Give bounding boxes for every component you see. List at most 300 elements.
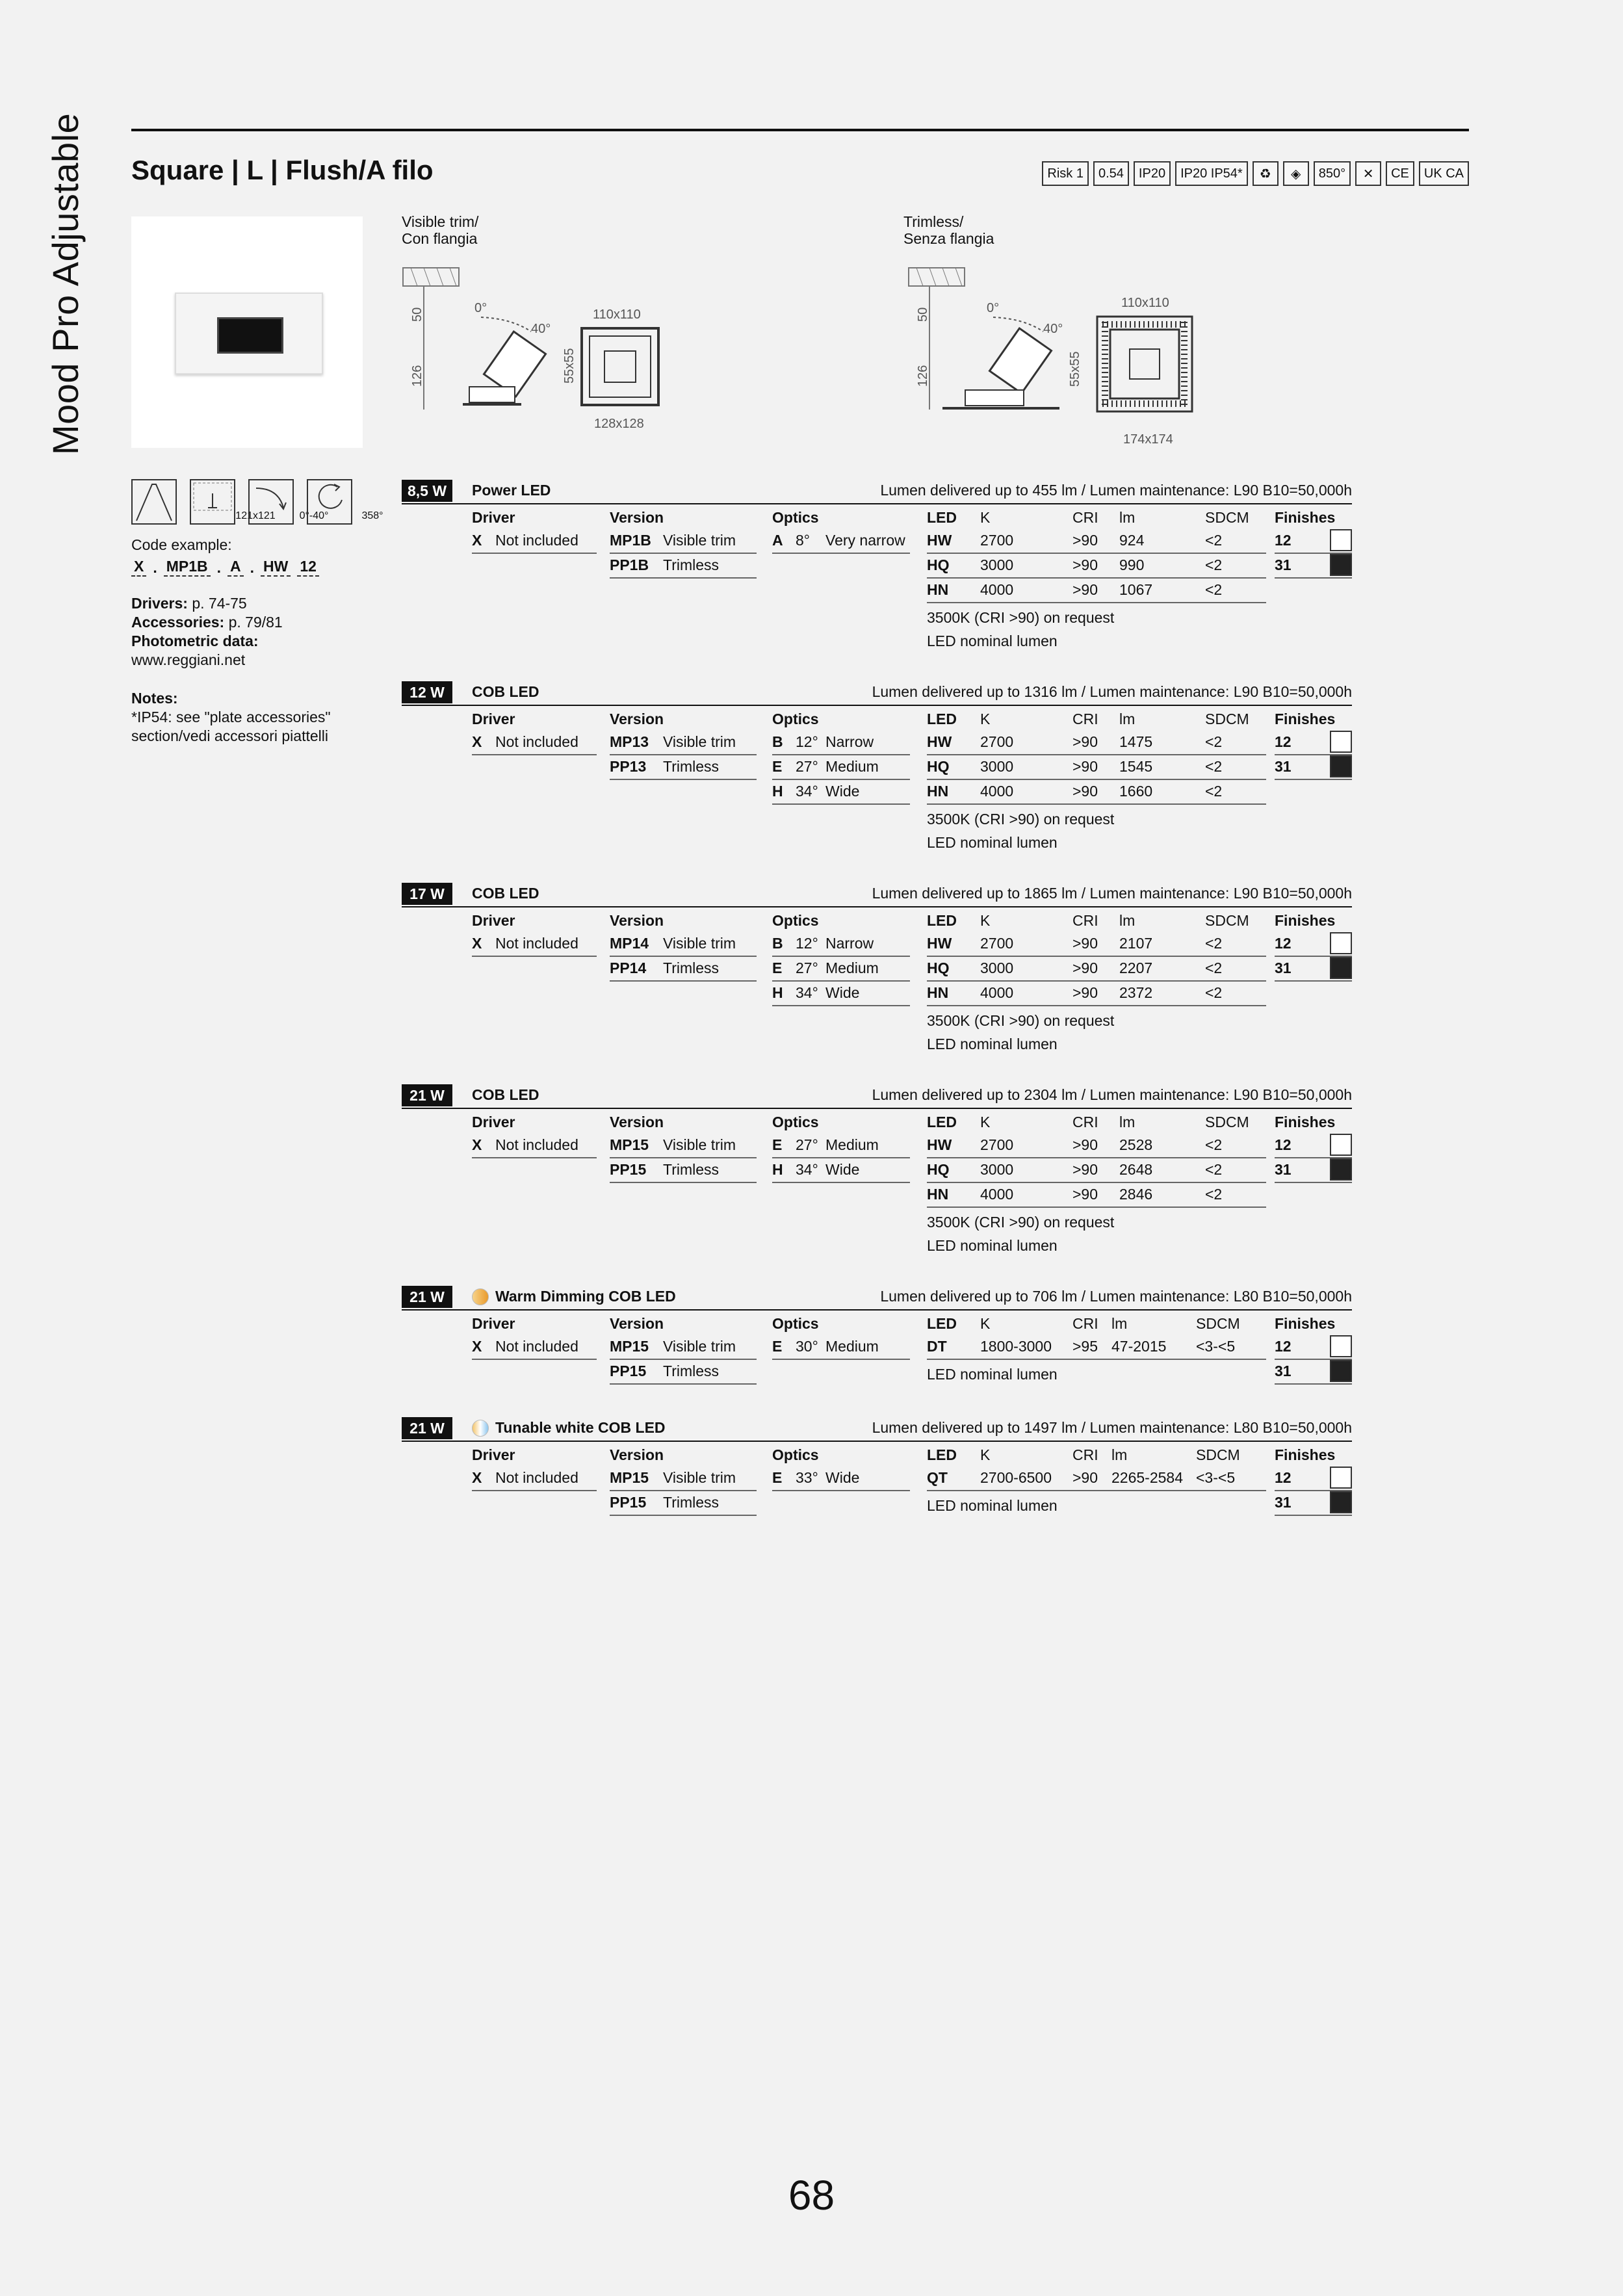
led-lm: 47-2015	[1111, 1338, 1167, 1355]
finishes-header: Finishes	[1275, 1114, 1336, 1130]
optics-name: Medium	[825, 1136, 879, 1153]
optics-angle: 12°	[796, 733, 818, 750]
lamp-aperture	[217, 317, 283, 354]
optics-row	[772, 1134, 910, 1158]
optics-row	[772, 755, 910, 780]
led-row	[927, 755, 1266, 780]
version-code: MP1B	[610, 532, 651, 549]
version-name: Visible trim	[663, 935, 736, 952]
lm-header: lm	[1119, 711, 1136, 727]
version-code: MP15	[610, 1469, 649, 1486]
led-type	[472, 1419, 666, 1437]
driver-name: Not included	[495, 733, 578, 750]
code-example-label: Code example:	[131, 536, 232, 553]
led-type	[472, 482, 551, 499]
led-lm: 2265-2584	[1111, 1469, 1183, 1486]
led-header: LED	[927, 1446, 957, 1463]
version-row	[610, 1360, 757, 1385]
version-name: Visible trim	[663, 733, 736, 750]
led-lm: 1067	[1119, 581, 1153, 598]
driver-row	[472, 1467, 597, 1491]
driver-header: Driver	[472, 1315, 515, 1332]
optics-code: E	[772, 1136, 783, 1153]
led-column	[927, 909, 1266, 1056]
led-sdcm: <2	[1205, 935, 1223, 952]
accessories-label: Accessories:	[131, 614, 225, 631]
finish-row	[1275, 932, 1352, 957]
k-header: K	[980, 912, 991, 929]
dim-top: 50	[410, 307, 424, 322]
driver-row	[472, 529, 597, 554]
led-header: LED	[927, 1315, 957, 1332]
driver-column	[472, 1110, 597, 1158]
finish-row	[1275, 1134, 1352, 1158]
led-sdcm: <2	[1205, 532, 1223, 549]
version-code: MP14	[610, 935, 649, 952]
led-k: 4000	[980, 581, 1014, 598]
led-k: 3000	[980, 758, 1014, 775]
cri-header: CRI	[1072, 1114, 1098, 1130]
led-header: LED	[927, 912, 957, 929]
rotation-icon	[307, 479, 383, 525]
optics-code: B	[772, 935, 783, 952]
optics-angle: 33°	[796, 1469, 818, 1486]
optics-column	[772, 707, 910, 805]
diagram-trimless	[903, 260, 1215, 455]
led-column	[927, 1443, 1266, 1517]
led-sdcm: <2	[1205, 984, 1223, 1001]
led-k: 4000	[980, 783, 1014, 800]
version-name: Trimless	[663, 1363, 720, 1379]
led-row	[927, 529, 1266, 554]
version-code: MP13	[610, 733, 649, 750]
finishes-column	[1275, 506, 1352, 579]
finish-row	[1275, 529, 1352, 554]
diagram-label-text: Trimless/ Senza flangia	[903, 213, 994, 247]
optics-header: Optics	[772, 912, 819, 929]
led-cri: >90	[1072, 1161, 1098, 1178]
finish-code: 31	[1275, 1161, 1292, 1178]
spec-section	[402, 1417, 1352, 1514]
driver-row	[472, 1335, 597, 1360]
lm-header: lm	[1119, 509, 1136, 526]
finish-swatch	[1330, 1360, 1352, 1382]
lumen-info: Lumen delivered up to 1865 lm / Lumen maintenance: L90 B10=50,000h	[872, 885, 1352, 902]
class-icon: ◈	[1283, 161, 1309, 186]
driver-header: Driver	[472, 1446, 515, 1463]
lumen-info: Lumen delivered up to 706 lm / Lumen maintenance: L80 B10=50,000h	[880, 1288, 1352, 1305]
driver-row	[472, 932, 597, 957]
lumen-info: Lumen delivered up to 2304 lm / Lumen maintenance: L90 B10=50,000h	[872, 1086, 1352, 1103]
optics-code: H	[772, 783, 783, 800]
drivers-value: p. 74-75	[192, 595, 247, 612]
optics-name: Medium	[825, 758, 879, 775]
led-row	[927, 957, 1266, 982]
version-code: MP15	[610, 1338, 649, 1355]
led-lm: 2107	[1119, 935, 1153, 952]
driver-row	[472, 731, 597, 755]
wattage-badge: 8,5 W	[402, 480, 452, 502]
code-example: X . MP1B . A . HW 12	[131, 558, 319, 577]
optics-header: Optics	[772, 509, 819, 526]
optics-code: A	[772, 532, 783, 549]
optics-row	[772, 780, 910, 805]
optics-name: Medium	[825, 959, 879, 976]
led-header-row	[927, 1443, 1266, 1467]
led-header-row	[927, 909, 1266, 932]
section-header	[402, 480, 1352, 504]
ce-mark-icon: CE	[1386, 161, 1414, 186]
finish-row	[1275, 554, 1352, 579]
led-code: HQ	[927, 556, 950, 573]
optics-row	[772, 982, 910, 1006]
optics-header: Optics	[772, 711, 819, 727]
finish-row	[1275, 755, 1352, 780]
led-type-label: COB LED	[472, 683, 539, 700]
led-code: HW	[927, 1136, 952, 1153]
section-header	[402, 1286, 1352, 1311]
led-sdcm: <2	[1205, 1161, 1223, 1178]
diagram-visible-trim-label	[402, 213, 478, 247]
code-seg-driver: X	[131, 558, 146, 577]
notes	[131, 689, 331, 746]
driver-name: Not included	[495, 1338, 578, 1355]
led-row	[927, 932, 1266, 957]
optics-code: H	[772, 984, 783, 1001]
finish-code: 31	[1275, 758, 1292, 775]
optics-column	[772, 1443, 910, 1491]
led-type-label: COB LED	[472, 1086, 539, 1103]
version-row	[610, 1491, 757, 1516]
led-note: LED nominal lumen	[927, 1366, 1058, 1383]
version-name: Visible trim	[663, 1136, 736, 1153]
finish-swatch	[1330, 932, 1352, 954]
angle-0: 0°	[987, 301, 1000, 315]
optics-header: Optics	[772, 1446, 819, 1463]
left-info	[131, 594, 283, 670]
dim-side: 126	[410, 365, 424, 387]
led-note: LED nominal lumen	[927, 1237, 1058, 1254]
ip-rating-icon: IP20	[1134, 161, 1171, 186]
optics-row	[772, 1158, 910, 1183]
driver-header: Driver	[472, 509, 515, 526]
optics-angle: 34°	[796, 783, 818, 800]
finish-row	[1275, 1158, 1352, 1183]
version-header: Version	[610, 912, 664, 929]
finish-swatch	[1330, 1158, 1352, 1181]
led-cri: >90	[1072, 532, 1098, 549]
led-code: HW	[927, 733, 952, 750]
optics-name: Wide	[825, 1161, 860, 1178]
led-type	[472, 683, 539, 701]
section-header	[402, 681, 1352, 706]
cri-header: CRI	[1072, 509, 1098, 526]
driver-column	[472, 707, 597, 755]
optics-code: H	[772, 1161, 783, 1178]
driver-column	[472, 1312, 597, 1360]
section-header	[402, 1084, 1352, 1109]
no-insulation-icon: ✕	[1355, 161, 1381, 186]
led-note: 3500K (CRI >90) on request	[927, 1012, 1115, 1029]
optics-column	[772, 1312, 910, 1360]
driver-column	[472, 1443, 597, 1491]
optics-code: E	[772, 1338, 783, 1355]
version-column	[610, 1443, 757, 1516]
led-cri: >90	[1072, 1186, 1098, 1203]
finishes-column	[1275, 909, 1352, 982]
risk-group-icon: Risk 1	[1042, 161, 1089, 186]
led-k: 2700	[980, 935, 1014, 952]
driver-name: Not included	[495, 935, 578, 952]
led-sdcm: <2	[1205, 783, 1223, 800]
optics-name: Very narrow	[825, 532, 905, 549]
finish-row	[1275, 1491, 1352, 1516]
led-lm: 1475	[1119, 733, 1153, 750]
led-column	[927, 1110, 1266, 1257]
driver-code: X	[472, 733, 482, 750]
version-row	[610, 957, 757, 982]
finishes-header: Finishes	[1275, 1315, 1336, 1332]
finishes-column	[1275, 707, 1352, 780]
page-number: 68	[788, 2172, 835, 2219]
led-note: 3500K (CRI >90) on request	[927, 609, 1115, 626]
version-header: Version	[610, 1446, 664, 1463]
led-note: 3500K (CRI >90) on request	[927, 811, 1115, 828]
led-sdcm: <2	[1205, 733, 1223, 750]
finishes-header: Finishes	[1275, 1446, 1336, 1463]
optics-column	[772, 909, 910, 1006]
finish-swatch	[1330, 755, 1352, 777]
led-header: LED	[927, 1114, 957, 1130]
optics-row	[772, 1335, 910, 1360]
driver-code: X	[472, 1338, 482, 1355]
led-sdcm: <3-<5	[1196, 1338, 1236, 1355]
led-k: 3000	[980, 959, 1014, 976]
k-header: K	[980, 509, 991, 526]
version-column	[610, 707, 757, 780]
led-lm: 1660	[1119, 783, 1153, 800]
optics-header: Optics	[772, 1315, 819, 1332]
finishes-column	[1275, 1312, 1352, 1385]
cutout-label: 121x121	[235, 510, 276, 521]
lumen-info: Lumen delivered up to 1316 lm / Lumen maintenance: L90 B10=50,000h	[872, 683, 1352, 700]
finish-row	[1275, 731, 1352, 755]
led-row	[927, 579, 1266, 603]
sdcm-header: SDCM	[1196, 1446, 1240, 1463]
optics-row	[772, 932, 910, 957]
version-row	[610, 731, 757, 755]
spec-section	[402, 480, 1352, 649]
optics-code: E	[772, 1469, 783, 1486]
cutout-icon	[190, 479, 276, 525]
version-row	[610, 755, 757, 780]
led-code: HQ	[927, 1161, 950, 1178]
code-seg-version: MP1B	[164, 558, 211, 577]
optics-row	[772, 957, 910, 982]
version-name: Trimless	[663, 556, 720, 573]
version-column	[610, 1110, 757, 1183]
lamp-side-view	[463, 332, 546, 404]
tunable-white-icon	[472, 1420, 489, 1437]
optics-name: Narrow	[825, 733, 874, 750]
wattage-badge: 17 W	[402, 883, 452, 905]
led-row	[927, 731, 1266, 755]
wattage-badge: 12 W	[402, 681, 452, 703]
led-type	[472, 1086, 539, 1104]
size-side: 55x55	[1068, 351, 1082, 387]
website-link[interactable]: www.reggiani.net	[131, 651, 246, 668]
rotation-label: 358°	[361, 510, 383, 521]
version-code: PP15	[610, 1363, 647, 1379]
led-sdcm: <3-<5	[1196, 1469, 1236, 1486]
dim-top: 50	[916, 307, 930, 322]
led-column	[927, 707, 1266, 854]
notes-text-2: section/vedi accessori piattelli	[131, 727, 328, 744]
version-code: PP15	[610, 1161, 647, 1178]
led-k: 2700	[980, 733, 1014, 750]
photometric-label: Photometric data:	[131, 633, 259, 649]
version-row	[610, 1467, 757, 1491]
led-code: QT	[927, 1469, 948, 1486]
lamp-image	[175, 293, 323, 374]
version-column	[610, 1312, 757, 1385]
section-header	[402, 883, 1352, 907]
led-header-row	[927, 506, 1266, 529]
led-type-label: Tunable white COB LED	[495, 1419, 666, 1436]
led-row	[927, 982, 1266, 1006]
finish-code: 12	[1275, 532, 1292, 549]
led-cri: >90	[1072, 758, 1098, 775]
led-lm: 2207	[1119, 959, 1153, 976]
led-cri: >90	[1072, 556, 1098, 573]
diagram-label-text: Visible trim/ Con flangia	[402, 213, 479, 247]
trim-outline	[582, 328, 658, 405]
led-cri: >90	[1072, 733, 1098, 750]
spec-section	[402, 1084, 1352, 1254]
version-header: Version	[610, 711, 664, 727]
finishes-header: Finishes	[1275, 711, 1336, 727]
recycle-icon: ♻	[1253, 161, 1279, 186]
led-note: 3500K (CRI >90) on request	[927, 1214, 1115, 1231]
optics-angle: 30°	[796, 1338, 818, 1355]
led-code: HW	[927, 935, 952, 952]
led-type	[472, 885, 539, 902]
led-lm: 2528	[1119, 1136, 1153, 1153]
optics-code: E	[772, 758, 783, 775]
finish-code: 31	[1275, 959, 1292, 976]
header-rule	[131, 129, 1469, 131]
size-bottom: 174x174	[1123, 432, 1173, 447]
driver-header: Driver	[472, 711, 515, 727]
cri-header: CRI	[1072, 1315, 1098, 1332]
code-seg-optics: A	[227, 558, 244, 577]
section-header	[402, 1417, 1352, 1442]
finish-code: 31	[1275, 556, 1292, 573]
finish-row	[1275, 957, 1352, 982]
size-top: 110x110	[1121, 296, 1169, 310]
finish-swatch	[1330, 529, 1352, 551]
led-cri: >90	[1072, 959, 1098, 976]
ip-rating-icon: IP20 IP54*	[1175, 161, 1248, 186]
led-row	[927, 780, 1266, 805]
version-header: Version	[610, 1114, 664, 1130]
spec-section	[402, 1286, 1352, 1383]
version-name: Trimless	[663, 1494, 720, 1511]
led-code: HN	[927, 984, 949, 1001]
optics-angle: 8°	[796, 532, 810, 549]
optics-code: E	[772, 959, 783, 976]
optics-header: Optics	[772, 1114, 819, 1130]
wattage-badge: 21 W	[402, 1417, 452, 1439]
led-code: HN	[927, 783, 949, 800]
led-code: HN	[927, 1186, 949, 1203]
notes-label: Notes:	[131, 690, 178, 707]
finish-swatch	[1330, 957, 1352, 979]
optics-angle: 27°	[796, 758, 818, 775]
led-cri: >90	[1072, 935, 1098, 952]
finish-code: 12	[1275, 1469, 1292, 1486]
diagram-visible-trim	[398, 260, 697, 442]
version-code: MP15	[610, 1136, 649, 1153]
lamp-side-view	[942, 328, 1059, 408]
led-header-row	[927, 1110, 1266, 1134]
version-header: Version	[610, 1315, 664, 1332]
led-row	[927, 1134, 1266, 1158]
finish-swatch	[1330, 1491, 1352, 1513]
finish-code: 31	[1275, 1494, 1292, 1511]
led-note: LED nominal lumen	[927, 1497, 1058, 1514]
finish-row	[1275, 1467, 1352, 1491]
driver-name: Not included	[495, 532, 578, 549]
led-sdcm: <2	[1205, 959, 1223, 976]
driver-column	[472, 506, 597, 554]
k-header: K	[980, 1446, 991, 1463]
optics-name: Medium	[825, 1338, 879, 1355]
sdcm-header: SDCM	[1205, 912, 1249, 929]
optics-angle: 34°	[796, 984, 818, 1001]
led-lm: 990	[1119, 556, 1145, 573]
code-seg-led: HW	[261, 558, 291, 577]
dim-side: 126	[916, 365, 930, 387]
angle-40: 40°	[531, 322, 551, 336]
led-column	[927, 1312, 1266, 1386]
optics-name: Wide	[825, 984, 860, 1001]
drivers-label: Drivers:	[131, 595, 188, 612]
led-k: 4000	[980, 984, 1014, 1001]
size-bottom: 128x128	[594, 417, 644, 431]
finishes-column	[1275, 1110, 1352, 1183]
finishes-header: Finishes	[1275, 912, 1336, 929]
ukca-mark-icon: UK CA	[1419, 161, 1469, 186]
version-code: PP13	[610, 758, 647, 775]
version-row	[610, 529, 757, 554]
beam-icon	[131, 479, 177, 525]
version-name: Visible trim	[663, 1469, 736, 1486]
led-header: LED	[927, 509, 957, 526]
version-name: Visible trim	[663, 1338, 736, 1355]
finishes-column	[1275, 1443, 1352, 1516]
led-note: LED nominal lumen	[927, 1036, 1058, 1052]
k-header: K	[980, 1114, 991, 1130]
finish-swatch	[1330, 731, 1352, 753]
product-photo	[131, 216, 363, 448]
driver-header: Driver	[472, 912, 515, 929]
angle-40: 40°	[1043, 322, 1063, 336]
temperature-icon: 850°	[1314, 161, 1351, 186]
finish-code: 31	[1275, 1363, 1292, 1379]
led-code: HN	[927, 581, 949, 598]
version-row	[610, 932, 757, 957]
